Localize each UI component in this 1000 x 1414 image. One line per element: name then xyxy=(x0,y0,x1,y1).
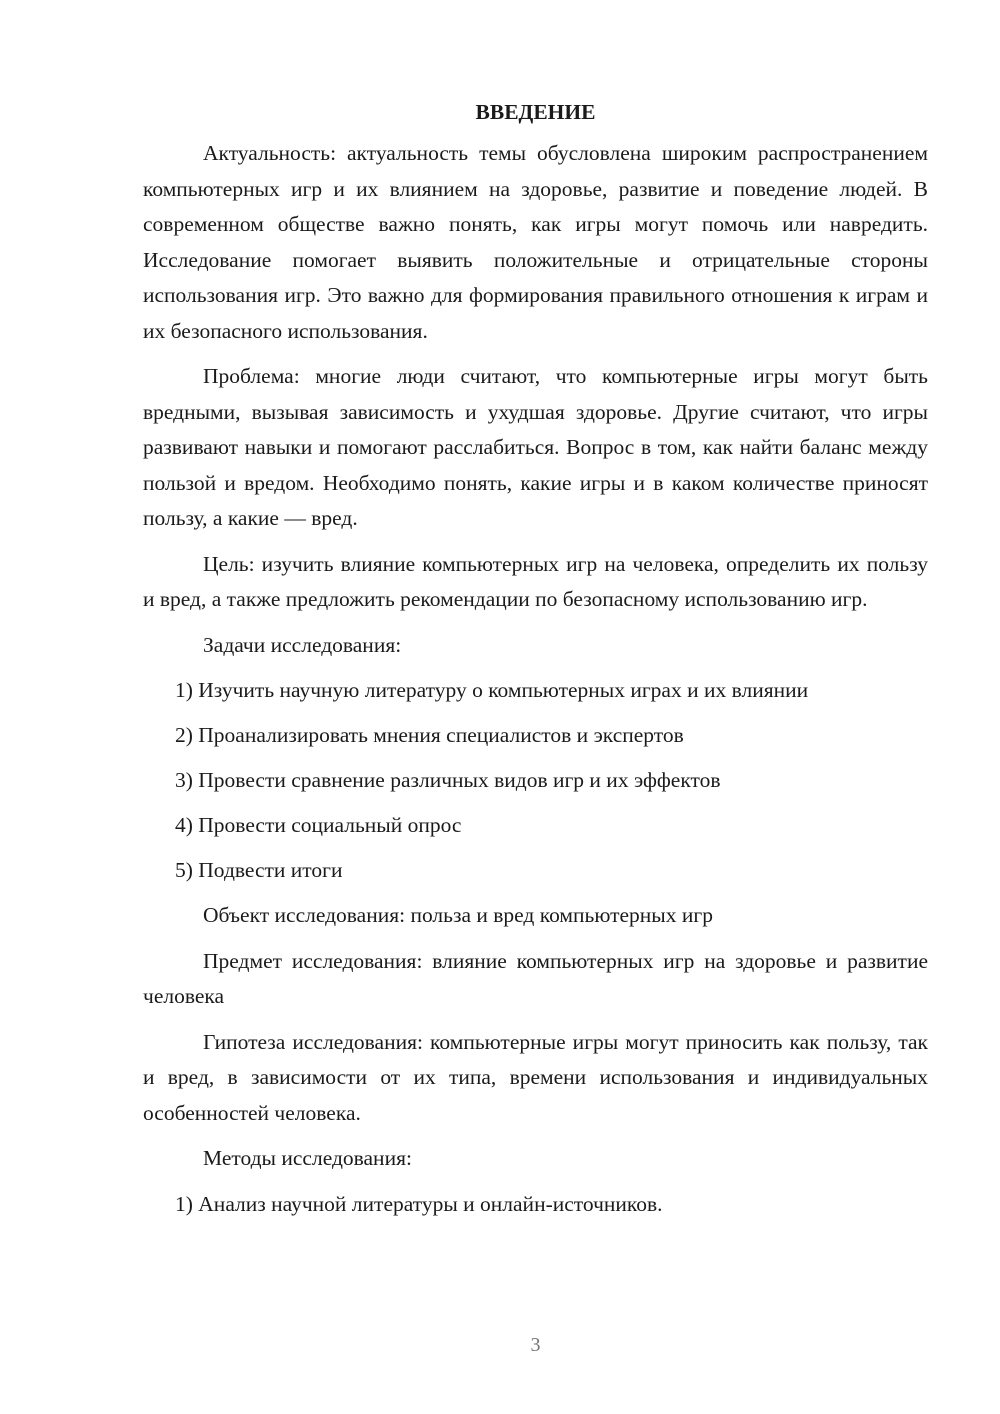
list-item: 2) Проанализировать мнения специалистов и экспертов xyxy=(175,723,684,747)
methods-list xyxy=(143,1187,928,1223)
object-paragraph: Объект исследования: польза и вред компьютерных игр xyxy=(203,903,713,927)
problem-paragraph: Проблема: многие люди считают, что компьютерные игры могут быть вредными, вызывая зависимость и ухудшая здоровье. Другие считают, что игры развивают навыки и помогают расслабиться. Вопрос в том, как найти баланс между пользой и вредом. Необходимо понять, какие игры и в каком количестве приносят пользу, а какие — вред. xyxy=(143,364,928,530)
list-item: 1) Изучить научную литературу о компьютерных играх и их влиянии xyxy=(175,678,809,702)
list-item: 3) Провести сравнение различных видов игр и их эффектов xyxy=(175,768,721,792)
page-number: 3 xyxy=(530,1334,541,1356)
list-item: 4) Провести социальный опрос xyxy=(175,813,462,837)
list-item: 1) Анализ научной литературы и онлайн-источников. xyxy=(175,1191,663,1216)
goal-paragraph: Цель: изучить влияние компьютерных игр на человека, определить их пользу и вред, а также предложить рекомендации по безопасному использованию игр. xyxy=(143,551,928,611)
subject-paragraph: Предмет исследования: влияние компьютерных игр на здоровье и развитие человека xyxy=(143,948,928,1008)
list-item: 5) Подвести итоги xyxy=(175,858,343,882)
document-page xyxy=(143,96,928,1232)
relevance-paragraph: Актуальность: актуальность темы обусловлена широким распространением компьютерных игр и их влиянием на здоровье, развитие и поведение людей. В современном обществе важно понять, как игры могут помочь или навредить. Исследование помогает выявить положительные и отрицательные стороны использования игр. Это важно для формирования правильного отношения к играм и их безопасного использования. xyxy=(143,141,928,343)
methods-heading: Методы исследования: xyxy=(203,1146,412,1170)
hypothesis-paragraph: Гипотеза исследования: компьютерные игры могут приносить как пользу, так и вред, в зависимости от их типа, времени использования и индивидуальных особенностей человека. xyxy=(143,1029,928,1125)
tasks-list xyxy=(143,673,928,889)
section-title: ВВЕДЕНИЕ xyxy=(475,100,596,124)
tasks-heading: Задачи исследования: xyxy=(203,632,402,657)
